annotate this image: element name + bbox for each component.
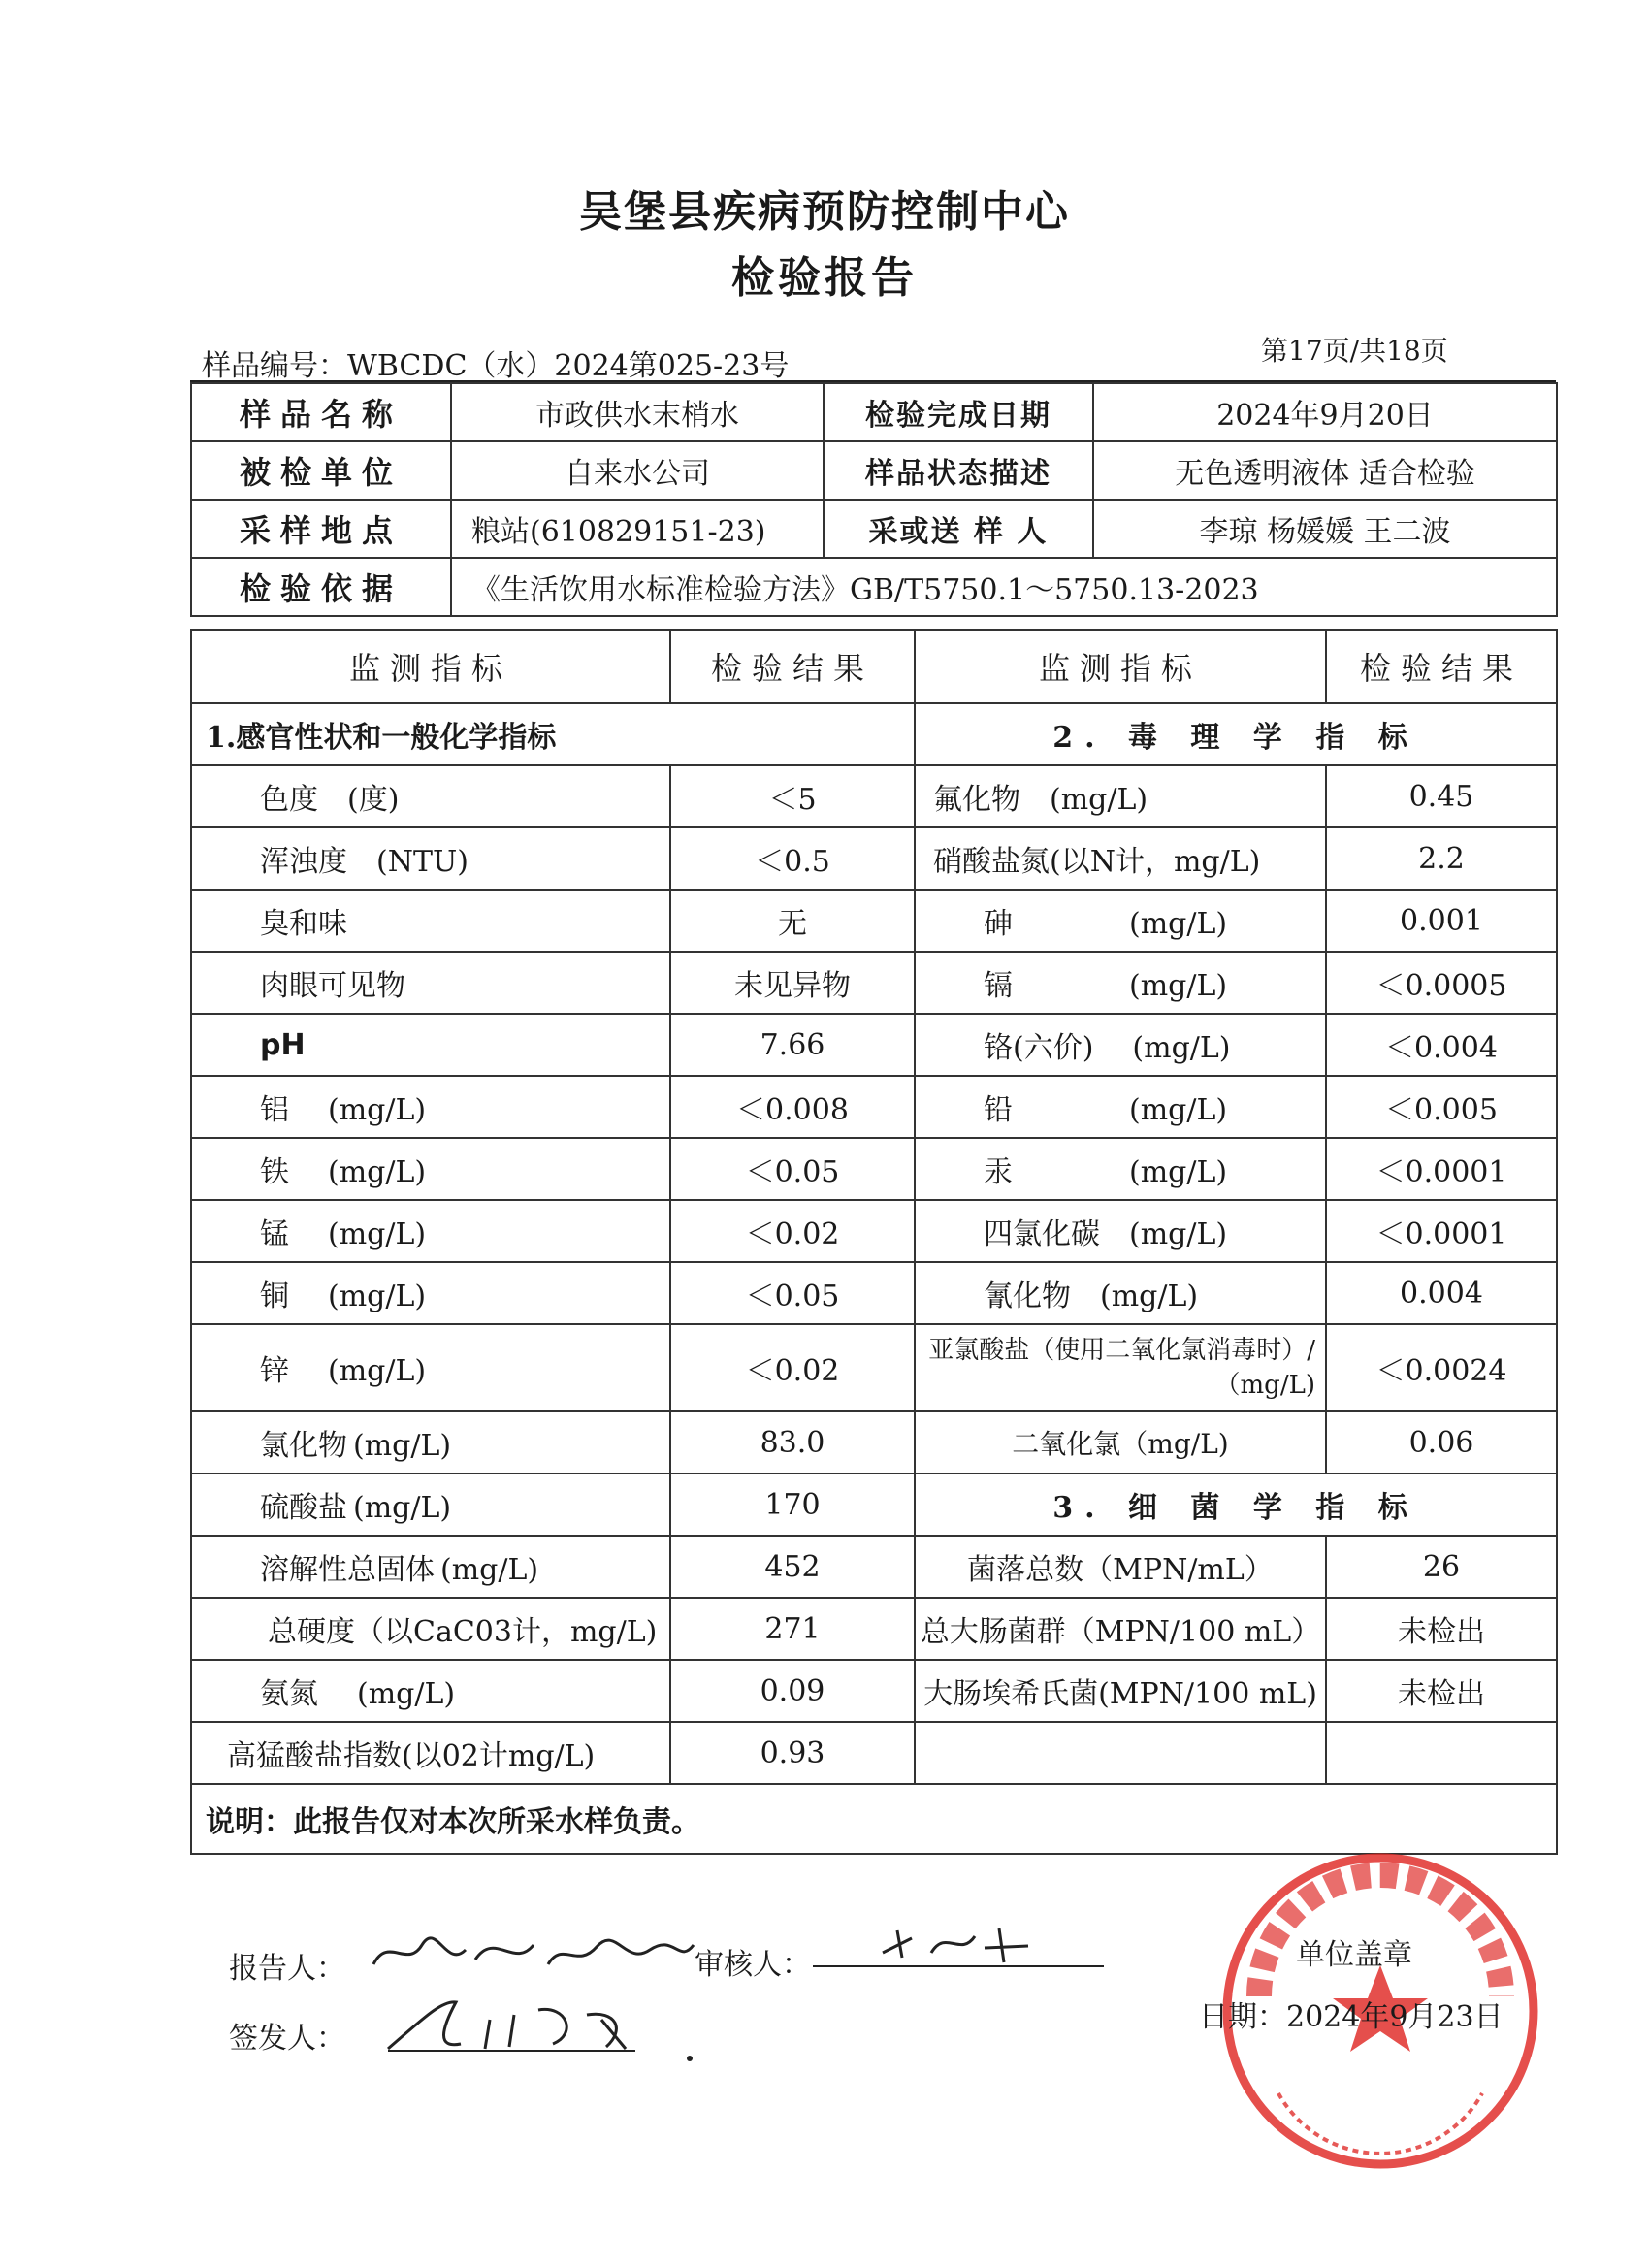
reporter-label: 报告人： <box>229 1952 345 1986</box>
indicator-value: 271 <box>670 1598 915 1660</box>
unit-label: 被检单位 <box>191 441 451 500</box>
indicator-value: ＜0.05 <box>670 1138 915 1200</box>
results-table <box>190 629 1558 1855</box>
report-title: 检验报告 <box>731 253 918 303</box>
indicator-value: 26 <box>1326 1536 1557 1598</box>
indicator-name: 总硬度（以CaC03计，mg/L) <box>191 1598 670 1660</box>
indicator-value: 0.001 <box>1326 890 1557 952</box>
page-number: 第17页/共18页 <box>1261 335 1448 367</box>
indicator-value: 2.2 <box>1326 827 1557 890</box>
report-date: 日期：2024年9月23日 <box>1199 2000 1504 2034</box>
table-row <box>191 1262 1557 1324</box>
section-1-title: 1.感官性状和一般化学指标 <box>191 703 915 765</box>
table-row <box>191 1598 1557 1660</box>
indicator-value: ＜0.008 <box>670 1076 915 1138</box>
indicator-value: 452 <box>670 1536 915 1598</box>
indicator-value: 170 <box>670 1474 915 1536</box>
indicator-value: 0.93 <box>670 1722 915 1784</box>
indicator-name: 锰 (mg/L) <box>191 1200 670 1262</box>
table-row <box>191 1324 1557 1411</box>
org-title: 吴堡县疾病预防控制中心 <box>579 187 1070 237</box>
indicator-name: 氟化物 (mg/L) <box>915 765 1326 827</box>
indicator-name: 铝 (mg/L) <box>191 1076 670 1138</box>
state-label: 样品状态描述 <box>824 441 1093 500</box>
indicator-value: 0.45 <box>1326 765 1557 827</box>
table-row <box>191 1138 1557 1200</box>
state-value: 无色透明液体 适合检验 <box>1093 441 1557 500</box>
indicator-value: ＜0.5 <box>670 827 915 890</box>
site-value: 粮站(610829151-23) <box>451 500 824 558</box>
indicator-value: 7.66 <box>670 1014 915 1076</box>
sample-name-label: 样品名称 <box>191 383 451 441</box>
indicator-value: ＜0.005 <box>1326 1076 1557 1138</box>
indicator-name: 亚氯酸盐（使用二氧化氯消毒时）/（mg/L) <box>915 1324 1326 1411</box>
table-row <box>191 1660 1557 1722</box>
indicator-name: 总大肠菌群（MPN/100 mL） <box>915 1598 1326 1660</box>
indicator-name: 铅 (mg/L) <box>915 1076 1326 1138</box>
indicator-value: ＜0.0024 <box>1326 1324 1557 1411</box>
indicator-name: 汞 (mg/L) <box>915 1138 1326 1200</box>
basis-label: 检验依据 <box>191 558 451 616</box>
indicator-name: 臭和味 <box>191 890 670 952</box>
col-indicator-right: 监测指标 <box>915 630 1326 703</box>
indicator-value: 0.06 <box>1326 1411 1557 1474</box>
unit-value: 自来水公司 <box>451 441 824 500</box>
indicator-name: 硫酸盐 (mg/L) <box>191 1474 670 1536</box>
indicator-name: 肉眼可见物 <box>191 952 670 1014</box>
table-row <box>191 1411 1557 1474</box>
table-row <box>191 1076 1557 1138</box>
indicator-name: 浑浊度 (NTU) <box>191 827 670 890</box>
indicator-name: 大肠埃希氏菌(MPN/100 mL) <box>915 1660 1326 1722</box>
reporter-signature <box>369 1926 698 1984</box>
indicator-value: 无 <box>670 890 915 952</box>
indicator-name: 铬(六价) (mg/L) <box>915 1014 1326 1076</box>
table-row <box>191 765 1557 827</box>
indicator-name: 铁 (mg/L) <box>191 1138 670 1200</box>
section-2-title: 2. 毒 理 学 指 标 <box>915 703 1557 765</box>
indicator-name: 氰化物 (mg/L) <box>915 1262 1326 1324</box>
indicator-value: ＜0.05 <box>670 1262 915 1324</box>
table-row <box>191 1014 1557 1076</box>
reviewer-signature <box>873 1919 1038 1967</box>
sample-name: 市政供水末梢水 <box>451 383 824 441</box>
issuer-label: 签发人： <box>229 2022 345 2056</box>
indicator-name: 色度 (度) <box>191 765 670 827</box>
table-row <box>191 952 1557 1014</box>
info-table <box>190 382 1558 617</box>
table-row <box>191 1474 1557 1536</box>
finish-date-label: 检验完成日期 <box>824 383 1093 441</box>
table-row <box>191 827 1557 890</box>
indicator-name: 四氯化碳 (mg/L) <box>915 1200 1326 1262</box>
indicator-value: 未检出 <box>1326 1660 1557 1722</box>
indicator-value: 83.0 <box>670 1411 915 1474</box>
issuer-signature <box>383 1991 703 2068</box>
col-indicator-left: 监测指标 <box>191 630 670 703</box>
indicator-value: ＜0.0001 <box>1326 1138 1557 1200</box>
table-row <box>191 1200 1557 1262</box>
empty-cell <box>915 1722 1326 1784</box>
indicator-value: ＜0.0001 <box>1326 1200 1557 1262</box>
sampler-value: 李琼 杨媛媛 王二波 <box>1093 500 1557 558</box>
indicator-name: 硝酸盐氮(以N计，mg/L) <box>915 827 1326 890</box>
section-3-title: 3. 细 菌 学 指 标 <box>915 1474 1557 1536</box>
indicator-value: ＜5 <box>670 765 915 827</box>
note: 说明：此报告仅对本次所采水样负责。 <box>191 1784 1557 1854</box>
reviewer-label: 审核人： <box>695 1948 811 1982</box>
indicator-value: ＜0.02 <box>670 1324 915 1411</box>
indicator-value: 0.004 <box>1326 1262 1557 1324</box>
table-row <box>191 1536 1557 1598</box>
seal-label: 单位盖章 <box>1296 1938 1412 1972</box>
indicator-name: 溶解性总固体 (mg/L) <box>191 1536 670 1598</box>
indicator-name: pH <box>191 1014 670 1076</box>
sampler-label: 采或送 样 人 <box>824 500 1093 558</box>
indicator-name: 菌落总数（MPN/mL） <box>915 1536 1326 1598</box>
indicator-name: 氯化物 (mg/L) <box>191 1411 670 1474</box>
indicator-value: 未检出 <box>1326 1598 1557 1660</box>
col-result-left: 检验结果 <box>670 630 915 703</box>
indicator-name: 高猛酸盐指数(以02计mg/L) <box>191 1722 670 1784</box>
indicator-name: 铜 (mg/L) <box>191 1262 670 1324</box>
indicator-name: 氨氮 (mg/L) <box>191 1660 670 1722</box>
indicator-value: ＜0.02 <box>670 1200 915 1262</box>
site-label: 采样地点 <box>191 500 451 558</box>
indicator-name: 二氧化氯（mg/L) <box>915 1411 1326 1474</box>
indicator-value: ＜0.0005 <box>1326 952 1557 1014</box>
indicator-name: 锌 (mg/L) <box>191 1324 670 1411</box>
basis-value: 《生活饮用水标准检验方法》GB/T5750.1～5750.13-2023 <box>451 558 1557 616</box>
table-row <box>191 890 1557 952</box>
indicator-value: 未见异物 <box>670 952 915 1014</box>
finish-date: 2024年9月20日 <box>1093 383 1557 441</box>
table-row <box>191 1722 1557 1784</box>
col-result-right: 检验结果 <box>1326 630 1557 703</box>
indicator-name: 砷 (mg/L) <box>915 890 1326 952</box>
sample-number: 样品编号：WBCDC（水）2024第025-23号 <box>202 349 790 383</box>
empty-cell <box>1326 1722 1557 1784</box>
indicator-value: 0.09 <box>670 1660 915 1722</box>
indicator-value: ＜0.004 <box>1326 1014 1557 1076</box>
indicator-name: 镉 (mg/L) <box>915 952 1326 1014</box>
